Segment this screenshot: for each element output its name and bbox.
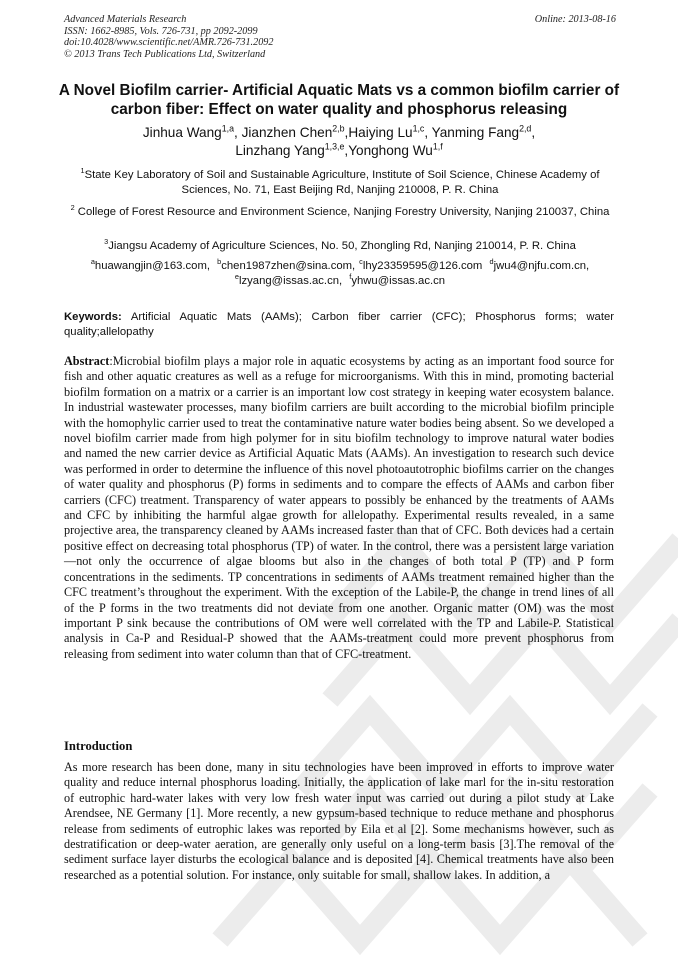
issn-line: ISSN: 1662-8985, Vols. 726-731, pp 2092-2099 — [64, 25, 258, 37]
author: Jinhua Wang$^{1,a}$, — [142, 123, 242, 140]
email-link[interactable]: $^c$lhy23359595@126.com — [359, 257, 483, 272]
journal-name: Advanced Materials Research — [64, 14, 187, 25]
keywords — [64, 310, 614, 340]
affiliation-2: $^2$ College of Forest Resource and Environment Science, Nanjing Forestry University, Nanjing 210037, China — [70, 203, 610, 218]
email-link[interactable]: $^f$yhwu@issas.ac.cn — [349, 272, 446, 287]
affiliation-1: $^1$State Key Laboratory of Soil and Sustainable Agriculture, Institute of Soil Science, Chinese Academy of Sciences, No. 71, East Beijing Rd, Nanjing 210008, P. R. China — [80, 166, 600, 196]
doi-line: doi:10.4028/www.scientific.net/AMR.726-731.2092 — [64, 37, 274, 48]
author: Haiying Lu$^{1,c}$, — [348, 123, 432, 140]
author: Yanming Fang$^{2,d}$, — [431, 123, 536, 140]
abstract — [64, 354, 614, 662]
email-link[interactable]: $^e$lzyang@issas.ac.cn, — [234, 272, 343, 287]
author: Linzhang Yang$^{1,3,e}$, — [235, 141, 349, 158]
author-list — [52, 124, 626, 160]
copyright-line: © 2013 Trans Tech Publications Ltd, Switzerland — [64, 48, 266, 60]
introduction-text: As more research has been done, many in situ technologies have been improved in efforts to improve water quality and reduce internal phosphorus loading. Initially, the application of lake marl for the in-situ restoration of eutrophic hard-water lakes with very low fresh water input was carried out during a pilot study at Lake Arendsee, NE Germany [1]. More recently, a new gypsum-based technique to reduce methane and phosphorus release from sediments of eutrophic lakes was reported by Eila et al [2]. Some mechanisms however, such as destratification or deep-water aeration, are generally only useful on a long-term basis [3].The removal of the sediment surface layer disturbs the ecological balance and is deposited [4]. Chemical treatments have also been researched as a potential solution. For instance, only suitable for small, shallow lakes. In addition, a — [64, 760, 614, 882]
abstract-label: Abstract — [64, 354, 110, 368]
keywords-label: Keywords: — [64, 311, 122, 323]
introduction-heading: Introduction — [64, 739, 133, 753]
author: Yonghong Wu$^{1,f}$ — [348, 141, 443, 158]
abstract-text: :Microbial biofilm plays a major role in aquatic ecosystems by acting as an important food source for fish and other aquatic creatures as well as a refuge for microorganisms. With this in mind, promoting bacterial biofilm formation on a matrix or a carrier is an important low cost strategy in keeping water ecosystem balance. In industrial wastewater processes, many biofilm carriers are built according to the microbial biofilm principle with the homophylic carrier used to treat the contaminative nature water bodies being absent. So we developed a novel biofilm carrier made from high polymer for in situ biofilm technology to improve natural water bodies and named the new carrier device as Artificial Aquatic Mats (AAMs). An investigation to research such device was performed in order to determine the influence of this novel photoautotrophic biofilms carrier on the changes of water quality and phosphorus (P) forms in sediments and to compare the effects of AAMs and carbon fiber carriers (CFC) treatment. Transparency of water appears to possibly be enhanced by the treatments of AAMs and CFC by inhibiting the harmful algae growth for allelopathy. Experimental results revealed, in a same projective area, the transparency cleaned by AAMs increased faster than that of CFC. Both devices had a certain positive effect on decreasing total phosphorus (TP) of water. In the control, there was a persistent large variation—not only the occurrence of algae blooms but also in the changes of both total P (TP) and P form concentrations in the sediments. TP concentrations in sediments of AAMs treatment remained higher than the CFC treatment’s throughout the experiment. With the exception of the Labile-P, the change in trend lines of all of the P forms in the two treatments did not deviate from one another. Organic matter (OM) was the most important P sink because the contributions of OM were well correlated with the TP and Labile-P. Statistical analysis in Ca-P and Residual-P showed that the AAMs-treatment could more prevent phosphorus from releasing from sediment into water column than that of CFC-treatment. — [64, 354, 614, 661]
email-link[interactable]: $^a$huawangjin@163.com, — [90, 257, 211, 272]
email-link[interactable]: $^b$chen1987zhen@sina.com, — [217, 257, 356, 272]
email-link[interactable]: $^d$jwu4@njfu.com.cn, — [489, 257, 590, 272]
affiliation-3: $^3$Jiangsu Academy of Agriculture Sciences, No. 50, Zhongling Rd, Nanjing 210014, P. R. China — [104, 237, 576, 252]
author-emails — [62, 259, 618, 289]
online-date: Online: 2013-08-16 — [534, 14, 616, 25]
keywords-text: Artificial Aquatic Mats (AAMs); Carbon fiber carrier (CFC); Phosphorus forms; water quality;allelopathy — [64, 311, 614, 338]
author: Jianzhen Chen$^{2,b}$, — [241, 123, 349, 140]
journal-header-block — [64, 14, 273, 60]
paper-title: A Novel Biofilm carrier- Artificial Aquatic Mats vs a common biofilm carrier of carbon fiber: Effect on water quality and phosphorus releasing — [58, 82, 620, 118]
